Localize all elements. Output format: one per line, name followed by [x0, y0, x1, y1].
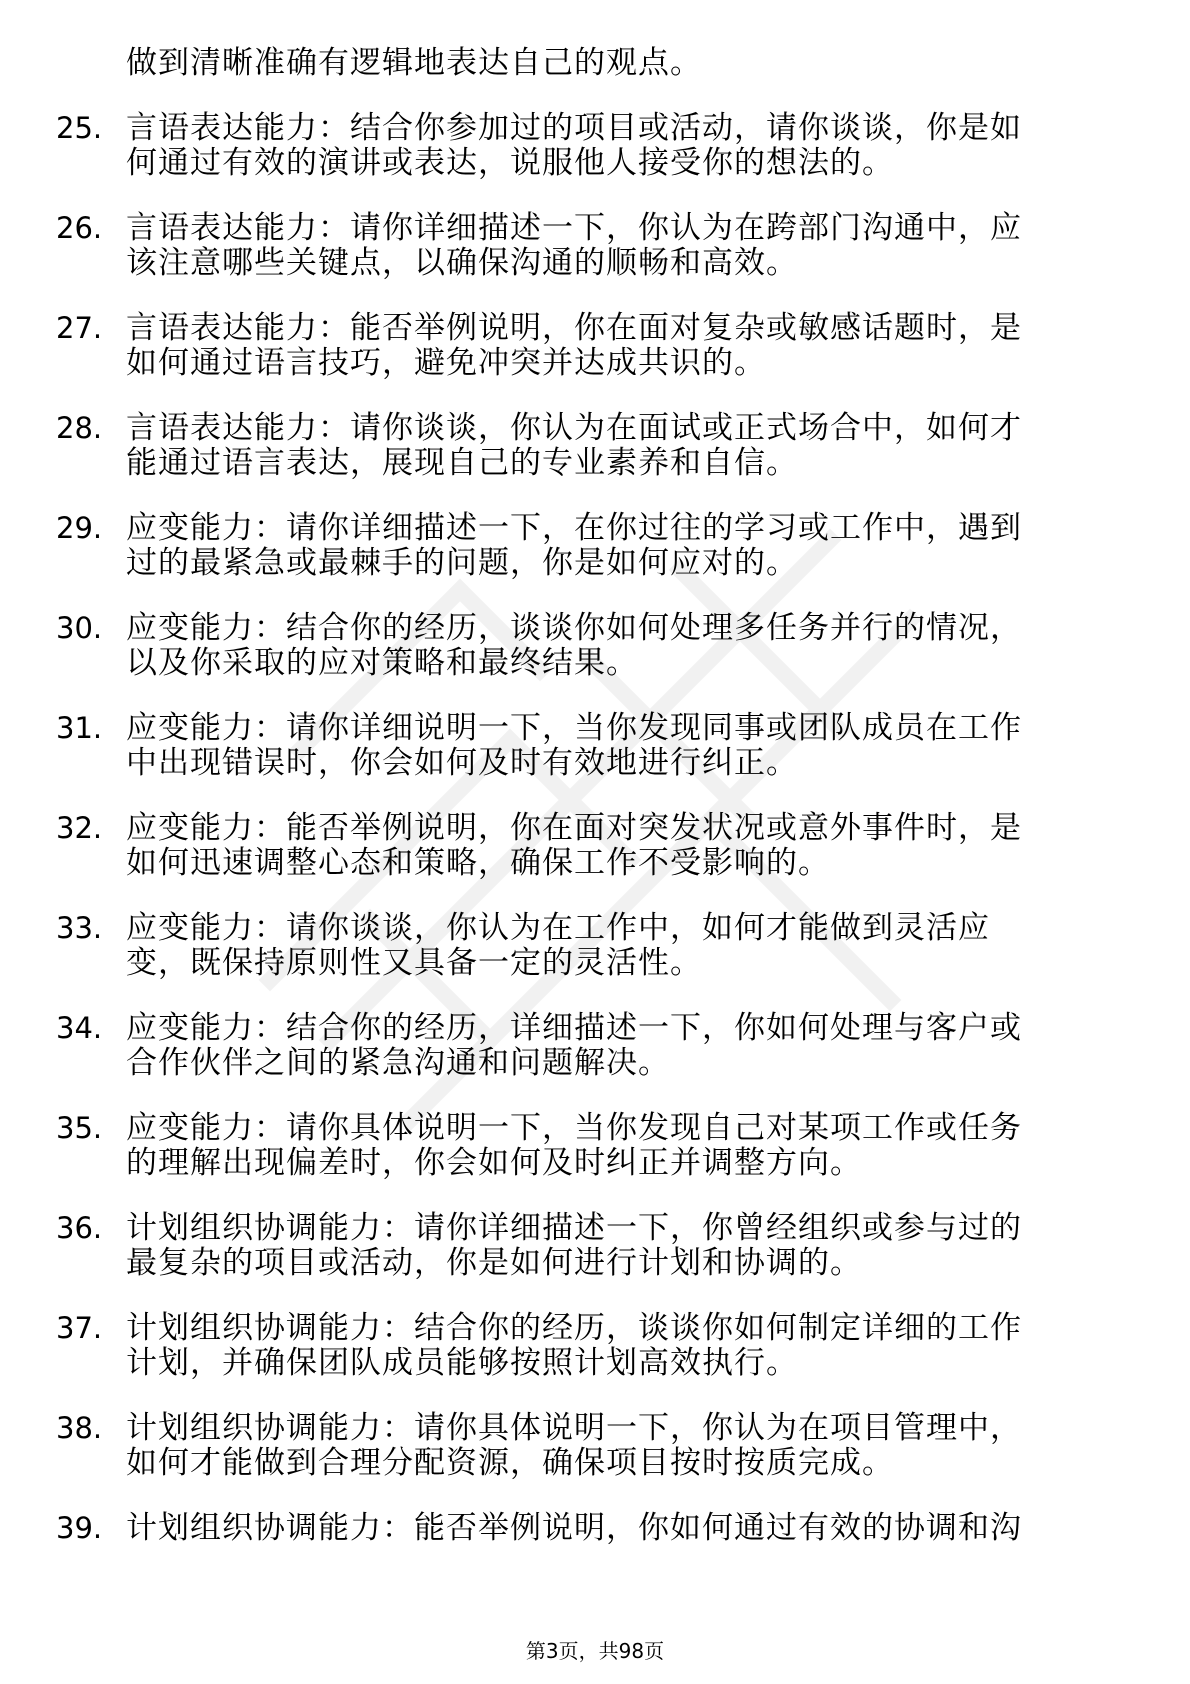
question-item	[0, 211, 1190, 281]
question-text-line: 应变能力：结合你的经历，谈谈你如何处理多任务并行的情况，	[126, 610, 1022, 646]
question-number: 38.	[56, 1411, 103, 1445]
question-text-line: 如何才能做到合理分配资源，确保项目按时按质完成。	[126, 1445, 894, 1481]
question-number: 36.	[56, 1211, 103, 1245]
question-text-line: 计划组织协调能力：请你具体说明一下，你认为在项目管理中，	[126, 1410, 1022, 1446]
question-number: 27.	[56, 311, 103, 345]
question-text	[126, 611, 1111, 681]
continuation-line: 做到清晰准确有逻辑地表达自己的观点。	[126, 45, 702, 81]
question-text-line: 应变能力：能否举例说明，你在面对突发状况或意外事件时，是	[126, 810, 1022, 846]
question-list	[0, 46, 1190, 1576]
question-text-line: 计划组织协调能力：结合你的经历，谈谈你如何制定详细的工作	[126, 1310, 1022, 1346]
question-item	[0, 611, 1190, 681]
question-text-line: 计划，并确保团队成员能够按照计划高效执行。	[126, 1345, 798, 1381]
question-text	[126, 1111, 1111, 1181]
question-item	[0, 1111, 1190, 1181]
question-text-line: 应变能力：请你详细描述一下，在你过往的学习或工作中，遇到	[126, 510, 1022, 546]
question-text	[126, 411, 1111, 481]
question-text-line: 合作伙伴之间的紧急沟通和问题解决。	[126, 1045, 670, 1081]
question-item	[0, 711, 1190, 781]
question-text-line: 何通过有效的演讲或表达，说服他人接受你的想法的。	[126, 145, 894, 181]
question-text	[126, 1511, 1111, 1546]
question-item	[0, 1311, 1190, 1381]
question-text-line: 能通过语言表达，展现自己的专业素养和自信。	[126, 445, 798, 481]
question-item	[0, 511, 1190, 581]
question-text	[126, 1411, 1111, 1481]
continuation-text	[0, 46, 1190, 81]
question-text	[126, 911, 1111, 981]
question-text	[126, 1011, 1111, 1081]
question-number: 28.	[56, 411, 103, 445]
page-number-footer: 第3页，共98页	[525, 1639, 665, 1663]
question-text-line: 中出现错误时，你会如何及时有效地进行纠正。	[126, 745, 798, 781]
question-text-line: 计划组织协调能力：请你详细描述一下，你曾经组织或参与过的	[126, 1210, 1022, 1246]
question-number: 25.	[56, 111, 103, 145]
question-text	[126, 111, 1111, 181]
question-text	[126, 811, 1111, 881]
question-number: 34.	[56, 1011, 103, 1045]
question-text	[126, 1311, 1111, 1381]
question-item	[0, 311, 1190, 381]
question-text-line: 应变能力：请你谈谈，你认为在工作中，如何才能做到灵活应	[126, 910, 990, 946]
question-item	[0, 111, 1190, 181]
question-text-line: 应变能力：请你具体说明一下，当你发现自己对某项工作或任务	[126, 1110, 1022, 1146]
question-item	[0, 1211, 1190, 1281]
question-item	[0, 1011, 1190, 1081]
question-text-line: 计划组织协调能力：能否举例说明，你如何通过有效的协调和沟	[126, 1510, 1022, 1546]
question-number: 26.	[56, 211, 103, 245]
question-text-line: 言语表达能力：结合你参加过的项目或活动，请你谈谈，你是如	[126, 110, 1022, 146]
question-text	[126, 1211, 1111, 1281]
question-text-line: 过的最紧急或最棘手的问题，你是如何应对的。	[126, 545, 798, 581]
question-number: 30.	[56, 611, 103, 645]
question-items	[0, 111, 1190, 1546]
question-text-line: 如何通过语言技巧，避免冲突并达成共识的。	[126, 345, 766, 381]
question-text-line: 言语表达能力：请你详细描述一下，你认为在跨部门沟通中，应	[126, 210, 1022, 246]
question-item	[0, 811, 1190, 881]
question-item	[0, 1511, 1190, 1546]
question-text-line: 最复杂的项目或活动，你是如何进行计划和协调的。	[126, 1245, 862, 1281]
question-text-line: 言语表达能力：请你谈谈，你认为在面试或正式场合中，如何才	[126, 410, 1022, 446]
question-text-line: 言语表达能力：能否举例说明，你在面对复杂或敏感话题时，是	[126, 310, 1022, 346]
question-item	[0, 1411, 1190, 1481]
question-text-line: 的理解出现偏差时，你会如何及时纠正并调整方向。	[126, 1145, 862, 1181]
question-text	[126, 511, 1111, 581]
question-text-line: 应变能力：请你详细说明一下，当你发现同事或团队成员在工作	[126, 710, 1022, 746]
question-text-line: 该注意哪些关键点，以确保沟通的顺畅和高效。	[126, 245, 798, 281]
question-text-line: 如何迅速调整心态和策略，确保工作不受影响的。	[126, 845, 830, 881]
question-text-line: 以及你采取的应对策略和最终结果。	[126, 645, 638, 681]
question-text-line: 变，既保持原则性又具备一定的灵活性。	[126, 945, 702, 981]
question-number: 39.	[56, 1511, 103, 1545]
question-number: 29.	[56, 511, 103, 545]
question-number: 33.	[56, 911, 103, 945]
question-item	[0, 911, 1190, 981]
question-text	[126, 711, 1111, 781]
question-text-line: 应变能力：结合你的经历，详细描述一下，你如何处理与客户或	[126, 1010, 1022, 1046]
question-text	[126, 311, 1111, 381]
question-item	[0, 411, 1190, 481]
question-number: 31.	[56, 711, 103, 745]
question-text	[126, 211, 1111, 281]
question-number: 37.	[56, 1311, 103, 1345]
question-number: 32.	[56, 811, 103, 845]
question-number: 35.	[56, 1111, 103, 1145]
